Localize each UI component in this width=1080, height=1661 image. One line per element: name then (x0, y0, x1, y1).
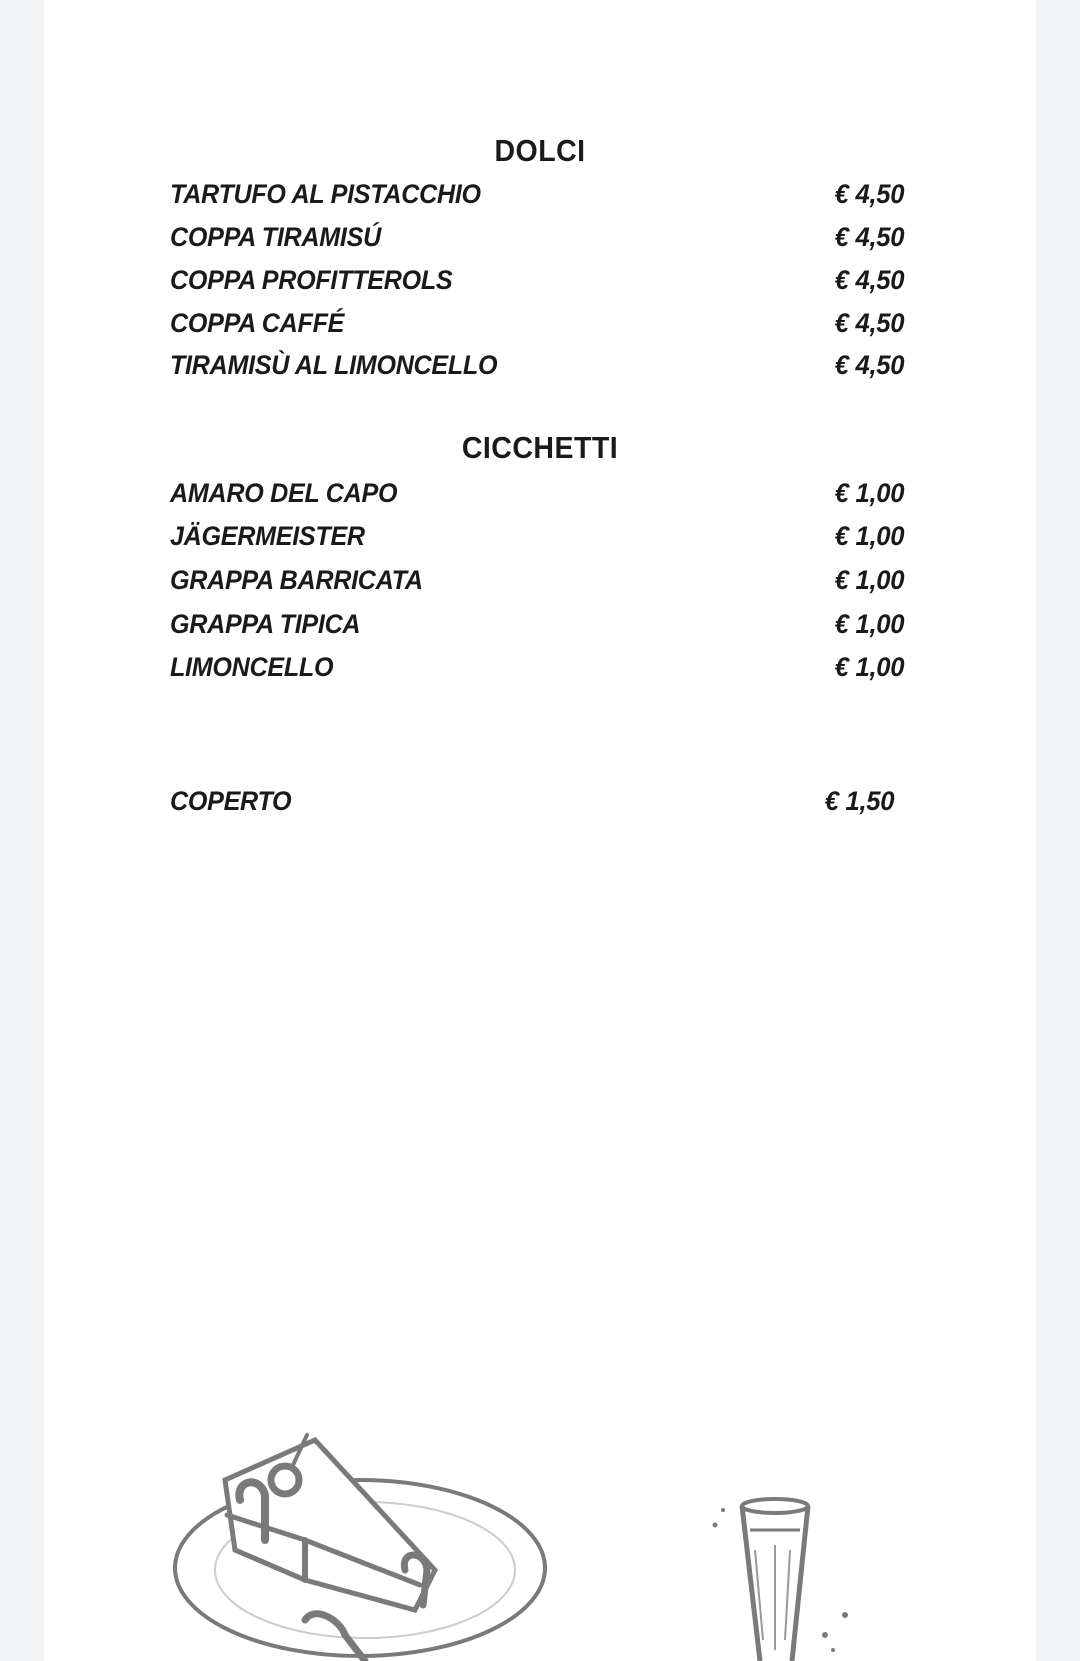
menu-item (170, 179, 904, 213)
item-price: € 4,50 (834, 222, 904, 252)
coperto-price: € 1,50 (824, 786, 894, 816)
item-price: € 1,00 (834, 565, 904, 595)
menu-item (170, 350, 904, 384)
item-name: LIMONCELLO (170, 652, 334, 682)
item-price: € 4,50 (834, 350, 904, 380)
item-price: € 1,00 (834, 478, 904, 508)
item-price: € 1,00 (834, 609, 904, 639)
item-price: € 4,50 (834, 265, 904, 295)
item-name: AMARO DEL CAPO (170, 478, 398, 508)
item-price: € 1,00 (834, 521, 904, 551)
item-name: TIRAMISÙ AL LIMONCELLO (170, 350, 498, 380)
menu-item (170, 521, 904, 555)
item-price: € 4,50 (834, 179, 904, 209)
cake-slice-illustration (165, 1420, 565, 1661)
menu-item (170, 478, 904, 512)
item-price: € 4,50 (834, 308, 904, 338)
item-name: COPPA CAFFÉ (170, 308, 345, 338)
menu-item (170, 609, 904, 643)
item-name: GRAPPA TIPICA (170, 609, 361, 639)
menu-item (170, 652, 904, 686)
menu-item (170, 308, 904, 342)
coperto-row (170, 786, 894, 820)
menu-item (170, 222, 904, 256)
item-name: COPPA PROFITTEROLS (170, 265, 453, 295)
item-name: GRAPPA BARRICATA (170, 565, 423, 595)
shot-glass-illustration (705, 1490, 905, 1661)
item-name: COPPA TIRAMISÚ (170, 222, 381, 252)
section-title-cicchetti: CICCHETTI (461, 430, 619, 465)
item-price: € 1,00 (834, 652, 904, 682)
menu-item (170, 565, 904, 599)
menu-item (170, 265, 904, 299)
section-title-dolci: DOLCI (494, 133, 586, 168)
item-name: JÄGERMEISTER (170, 521, 365, 551)
coperto-label: COPERTO (170, 786, 292, 816)
item-name: TARTUFO AL PISTACCHIO (170, 179, 481, 209)
